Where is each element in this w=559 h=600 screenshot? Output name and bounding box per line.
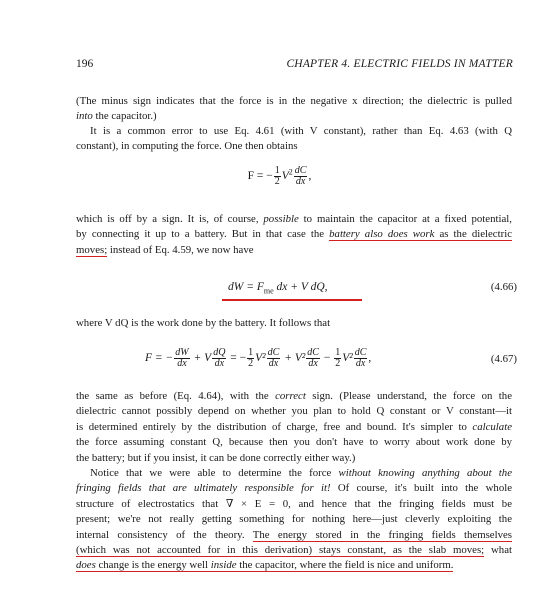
text-italic-underlined: inside	[210, 559, 237, 572]
text-italic: into	[76, 110, 93, 123]
text-italic: calculate	[472, 420, 512, 433]
paragraph-battery-work	[76, 316, 512, 331]
text-line: dielectric cannot possibly depend on whether you plan to hold Q constant or V constant—it	[76, 405, 512, 418]
fraction-dw-dx: $\frac{dW}{dx}$	[175, 347, 189, 369]
equation-text: dx + V dQ,	[273, 281, 328, 293]
equation-wrong-force: F = − $\frac{1}{2}$ $V^2$ $\frac{dC}{dx}$ ,	[247, 165, 312, 187]
equation-lhs: F = −	[247, 170, 273, 183]
text-run: internal consistency of the theory.	[76, 528, 253, 541]
fraction-dc-dx: $\frac{dC}{dx}$	[354, 347, 367, 369]
text-italic: without knowing anything about the	[338, 467, 512, 479]
text-italic: possible	[263, 213, 299, 225]
equation-text: + V²	[281, 352, 306, 365]
text-run-underlined: The energy stored in the fringing fields themselves	[252, 528, 512, 541]
fraction-half: $\frac{1}{2}$	[274, 165, 280, 187]
text-run: Of course, it's built into the whole	[330, 482, 512, 495]
text-run: what	[484, 543, 512, 556]
text-run-underlined: the capacitor, where the field is nice and uniform.	[236, 559, 454, 572]
text-line: present; we're not really getting something for nothing here—just cleverly exploiting the	[76, 513, 512, 526]
equation-lhs: F = −	[145, 352, 174, 365]
equation-number: (4.66)	[490, 281, 517, 293]
equation-text: dW = F	[228, 281, 264, 293]
equation-variable: V	[281, 170, 289, 183]
text-run: to maintain the capacitor at a fixed potential,	[298, 213, 512, 225]
text-run: Notice that we were able to determine the force	[90, 467, 339, 479]
equation-number: (4.67)	[490, 353, 517, 365]
text-line: the capacitor.)	[92, 110, 157, 123]
page-number: 196	[76, 58, 94, 70]
fraction-dc-dx: $\frac{dC}{dx}$	[267, 347, 280, 369]
running-header	[76, 58, 513, 72]
text-run: instead of Eq. 4.59, we now have	[107, 243, 254, 256]
equation-subscript: me	[263, 286, 274, 296]
text-run-underlined: (which was not accounted for in this derivation) stays constant, as the slab moves;	[76, 543, 485, 556]
equation-body	[145, 348, 371, 369]
text-line: (The minus sign indicates that the force is in the negative x direction; the dielectric is pulled	[76, 95, 512, 107]
text-italic: fringing fields that are ultimately responsible for it!	[76, 482, 331, 495]
paragraph-off-by-sign	[76, 212, 512, 258]
equation-text: + V	[190, 352, 212, 365]
text-run: by connecting it up to a battery. But in that case the	[76, 228, 330, 241]
text-line: the force assuming constant Q, because then you don't have to worry about work done by	[76, 436, 512, 449]
fraction-dc-dx: $\frac{dC}{dx}$	[307, 347, 319, 369]
text-italic-underlined: does	[76, 559, 96, 572]
text-run: sign. (Please understand, the force on the	[305, 390, 512, 402]
equation-text: −	[320, 352, 334, 365]
fraction-dq-dx: $\frac{dQ}{dx}$	[213, 347, 226, 369]
text-run: which is off by a sign. It is, of course,	[76, 213, 264, 225]
equation-punct: ,	[308, 170, 312, 183]
text-run-underlined: as the dielectric	[434, 228, 512, 241]
equation-text: V²	[342, 352, 353, 365]
text-run-underlined: change is the energy well	[95, 559, 211, 572]
equation-text: V²	[255, 352, 266, 365]
fraction-half: $\frac{1}{2}$	[248, 347, 254, 369]
text-italic: correct	[275, 390, 306, 402]
text-line: where V dQ is the work done by the battery. It follows that	[76, 317, 331, 329]
chapter-title: CHAPTER 4. ELECTRIC FIELDS IN MATTER	[286, 58, 513, 70]
paragraph-minus-sign	[76, 94, 512, 125]
fraction-half: $\frac{1}{2}$	[335, 347, 341, 369]
text-line: constant), in computing the force. One then obtains	[76, 140, 298, 153]
text-run: the same as before (Eq. 4.64), with the	[76, 390, 276, 402]
fraction-dc-dx: $\frac{dC}{dx}$	[294, 165, 307, 187]
text-italic-underlined: battery also does work	[329, 228, 435, 241]
text-run-underlined: moves;	[76, 243, 108, 256]
red-underline-mark	[222, 299, 362, 301]
text-line: the battery; but if you insist, it can be done correctly either way.)	[76, 451, 356, 464]
text-run: is determined entirely by the distribution of charge, free and bound. It's simpler to	[76, 420, 473, 433]
equation-punct: ,	[368, 352, 372, 365]
paragraph-common-error	[76, 124, 512, 155]
text-line: It is a common error to use Eq. 4.61 (with V constant), rather than Eq. 4.63 (with Q	[90, 125, 512, 137]
paragraph-notice	[76, 466, 512, 574]
text-line: structure of electrostatics that ∇ × E = 0, and hence that the fringing fields must be	[76, 497, 512, 510]
equation-text: = −	[227, 352, 247, 365]
equation-body	[228, 281, 328, 295]
paragraph-same-as-before	[76, 389, 512, 466]
